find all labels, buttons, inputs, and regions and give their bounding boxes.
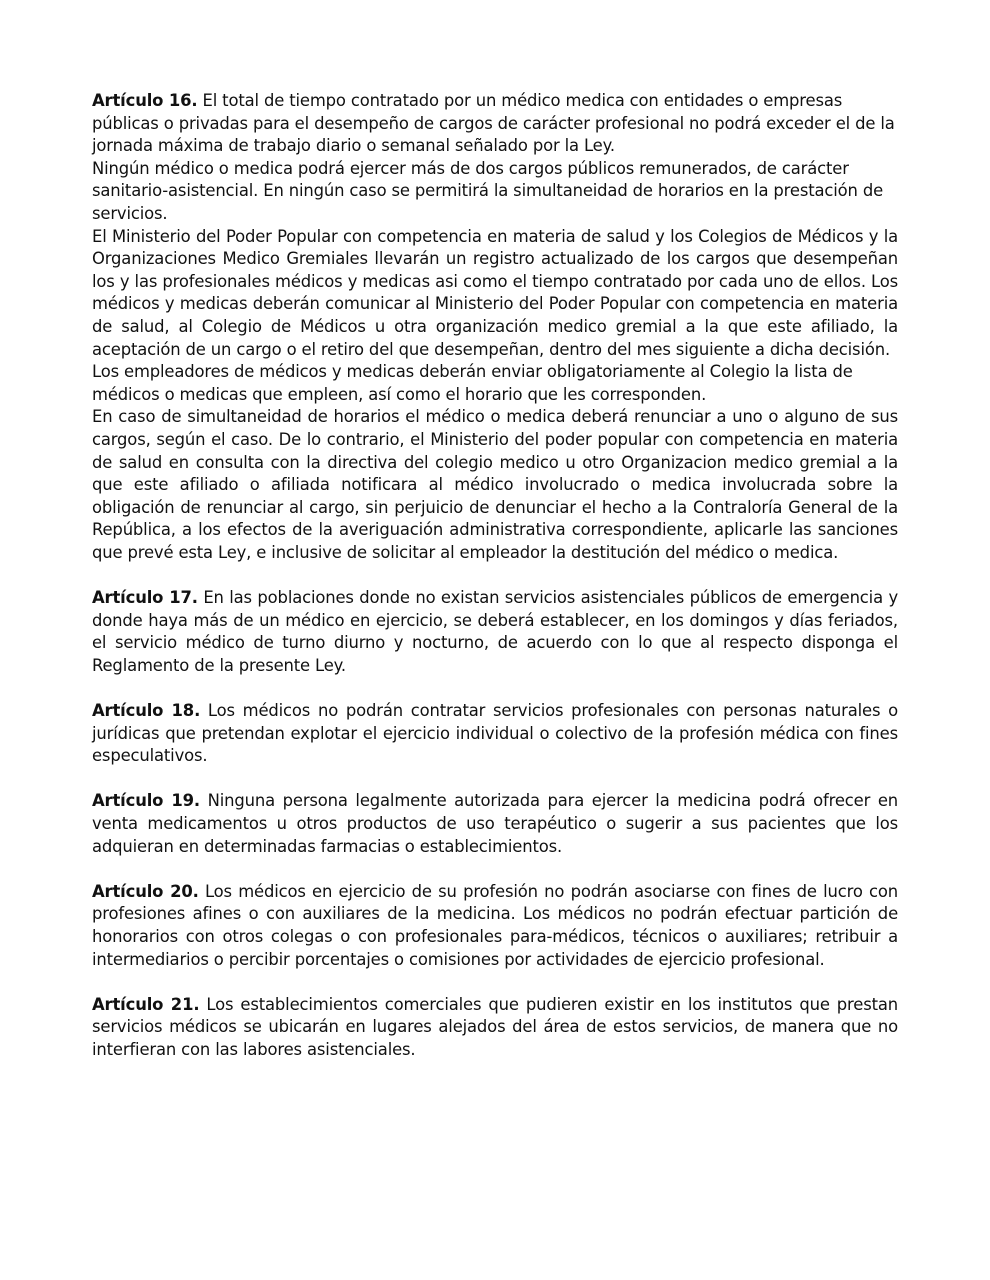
article-20-heading: Artículo 20. <box>92 881 199 901</box>
article-19 <box>92 790 898 858</box>
article-18 <box>92 700 898 768</box>
article-20-text: Los médicos en ejercicio de su profesión no podrán asociarse con fines de lucro con profesiones afines o con auxiliares de la medicina. Los médicos no podrán efectuar partición de honorarios con otros colegas o con profesionales para-médicos, técnicos o auxiliares; retribuir a intermediarios o percibir porcentajes o comisiones por actividades de ejercicio profesional. <box>92 881 898 969</box>
article-16-paragraph-5: En caso de simultaneidad de horarios el médico o medica deberá renunciar a uno o alguno de sus cargos, según el caso. De lo contrario, el Ministerio del poder popular con competencia en materia de salud en consulta con la directiva del colegio medico u otro Organizacion medico gremial a la que este afiliado o afiliada notificara al médico involucrado o medica involucrada sobre la obligación de renunciar al cargo, sin perjuicio de denunciar el hecho a la Contraloría General de la República, a los efectos de la averiguación administrativa correspondiente, aplicarle las sanciones que prevé esta Ley, e inclusive de solicitar al empleador la destitución del médico o medica. <box>92 407 898 562</box>
article-19-heading: Artículo 19. <box>92 791 200 811</box>
article-16-text: El total de tiempo contratado por un médico medica con entidades o empresas públicas o privadas para el desempeño de cargos de carácter profesional no podrá exceder el de la jornada máxima de trabajo diario o semanal señalado por la Ley. <box>92 91 895 156</box>
article-19-paragraph <box>92 790 898 858</box>
article-16-paragraph-1 <box>92 90 898 158</box>
document-page <box>92 90 898 1084</box>
article-16 <box>92 90 898 564</box>
article-16-heading: Artículo 16. <box>92 91 198 110</box>
article-17-heading: Artículo 17. <box>92 588 198 608</box>
article-17-text: En las poblaciones donde no existan servicios asistenciales públicos de emergencia y donde haya más de un médico en ejercicio, se deberá establecer, en los domingos y días feriados, el servicio médico de turno diurno y nocturno, de acuerdo con lo que al respecto disponga el Reglamento de la presente Ley. <box>92 588 898 675</box>
article-17-paragraph <box>92 587 898 677</box>
article-21-heading: Artículo 21. <box>92 994 200 1014</box>
article-16-paragraph-4: Los empleadores de médicos y medicas deberán enviar obligatoriamente al Colegio la lista de médicos o medicas que empleen, así como el horario que les corresponden. <box>92 362 853 404</box>
article-19-text: Ninguna persona legalmente autorizada para ejercer la medicina podrá ofrecer en venta medicamentos u otros productos de uso terapéutico o sugerir a sus pacientes que los adquieran en determinadas farmacias o establecimientos. <box>92 791 898 856</box>
article-16-paragraph-3: El Ministerio del Poder Popular con competencia en materia de salud y los Colegios de Médicos y la Organizaciones Medico Gremiales llevarán un registro actualizado de los cargos que desempeñan los y las profesionales médicos y medicas asi como el tiempo contratado por cada uno de ellos. Los médicos y medicas deberán comunicar al Ministerio del Poder Popular con competencia en materia de salud, al Colegio de Médicos u otra organización medico gremial a la que este afiliado, la aceptación de un cargo o el retiro del que desempeñan, dentro del mes siguiente a dicha decisión. <box>92 226 898 359</box>
article-21 <box>92 994 898 1062</box>
article-21-text: Los establecimientos comerciales que pudieren existir en los institutos que prestan servicios médicos se ubicarán en lugares alejados del área de estos servicios, de manera que no interfieran con las labores asistenciales. <box>92 994 898 1059</box>
article-18-paragraph <box>92 700 898 768</box>
article-17 <box>92 587 898 677</box>
article-18-text: Los médicos no podrán contratar servicios profesionales con personas naturales o jurídicas que pretendan explotar el ejercicio individual o colectivo de la profesión médica con fines especulativos. <box>92 701 898 766</box>
article-20-paragraph <box>92 881 898 971</box>
article-16-paragraph-2: Ningún médico o medica podrá ejercer más de dos cargos públicos remunerados, de carácter sanitario-asistencial. En ningún caso se permitirá la simultaneidad de horarios en la prestación de servicios. <box>92 158 884 223</box>
article-20 <box>92 881 898 971</box>
article-18-heading: Artículo 18. <box>92 701 201 721</box>
article-21-paragraph <box>92 994 898 1062</box>
